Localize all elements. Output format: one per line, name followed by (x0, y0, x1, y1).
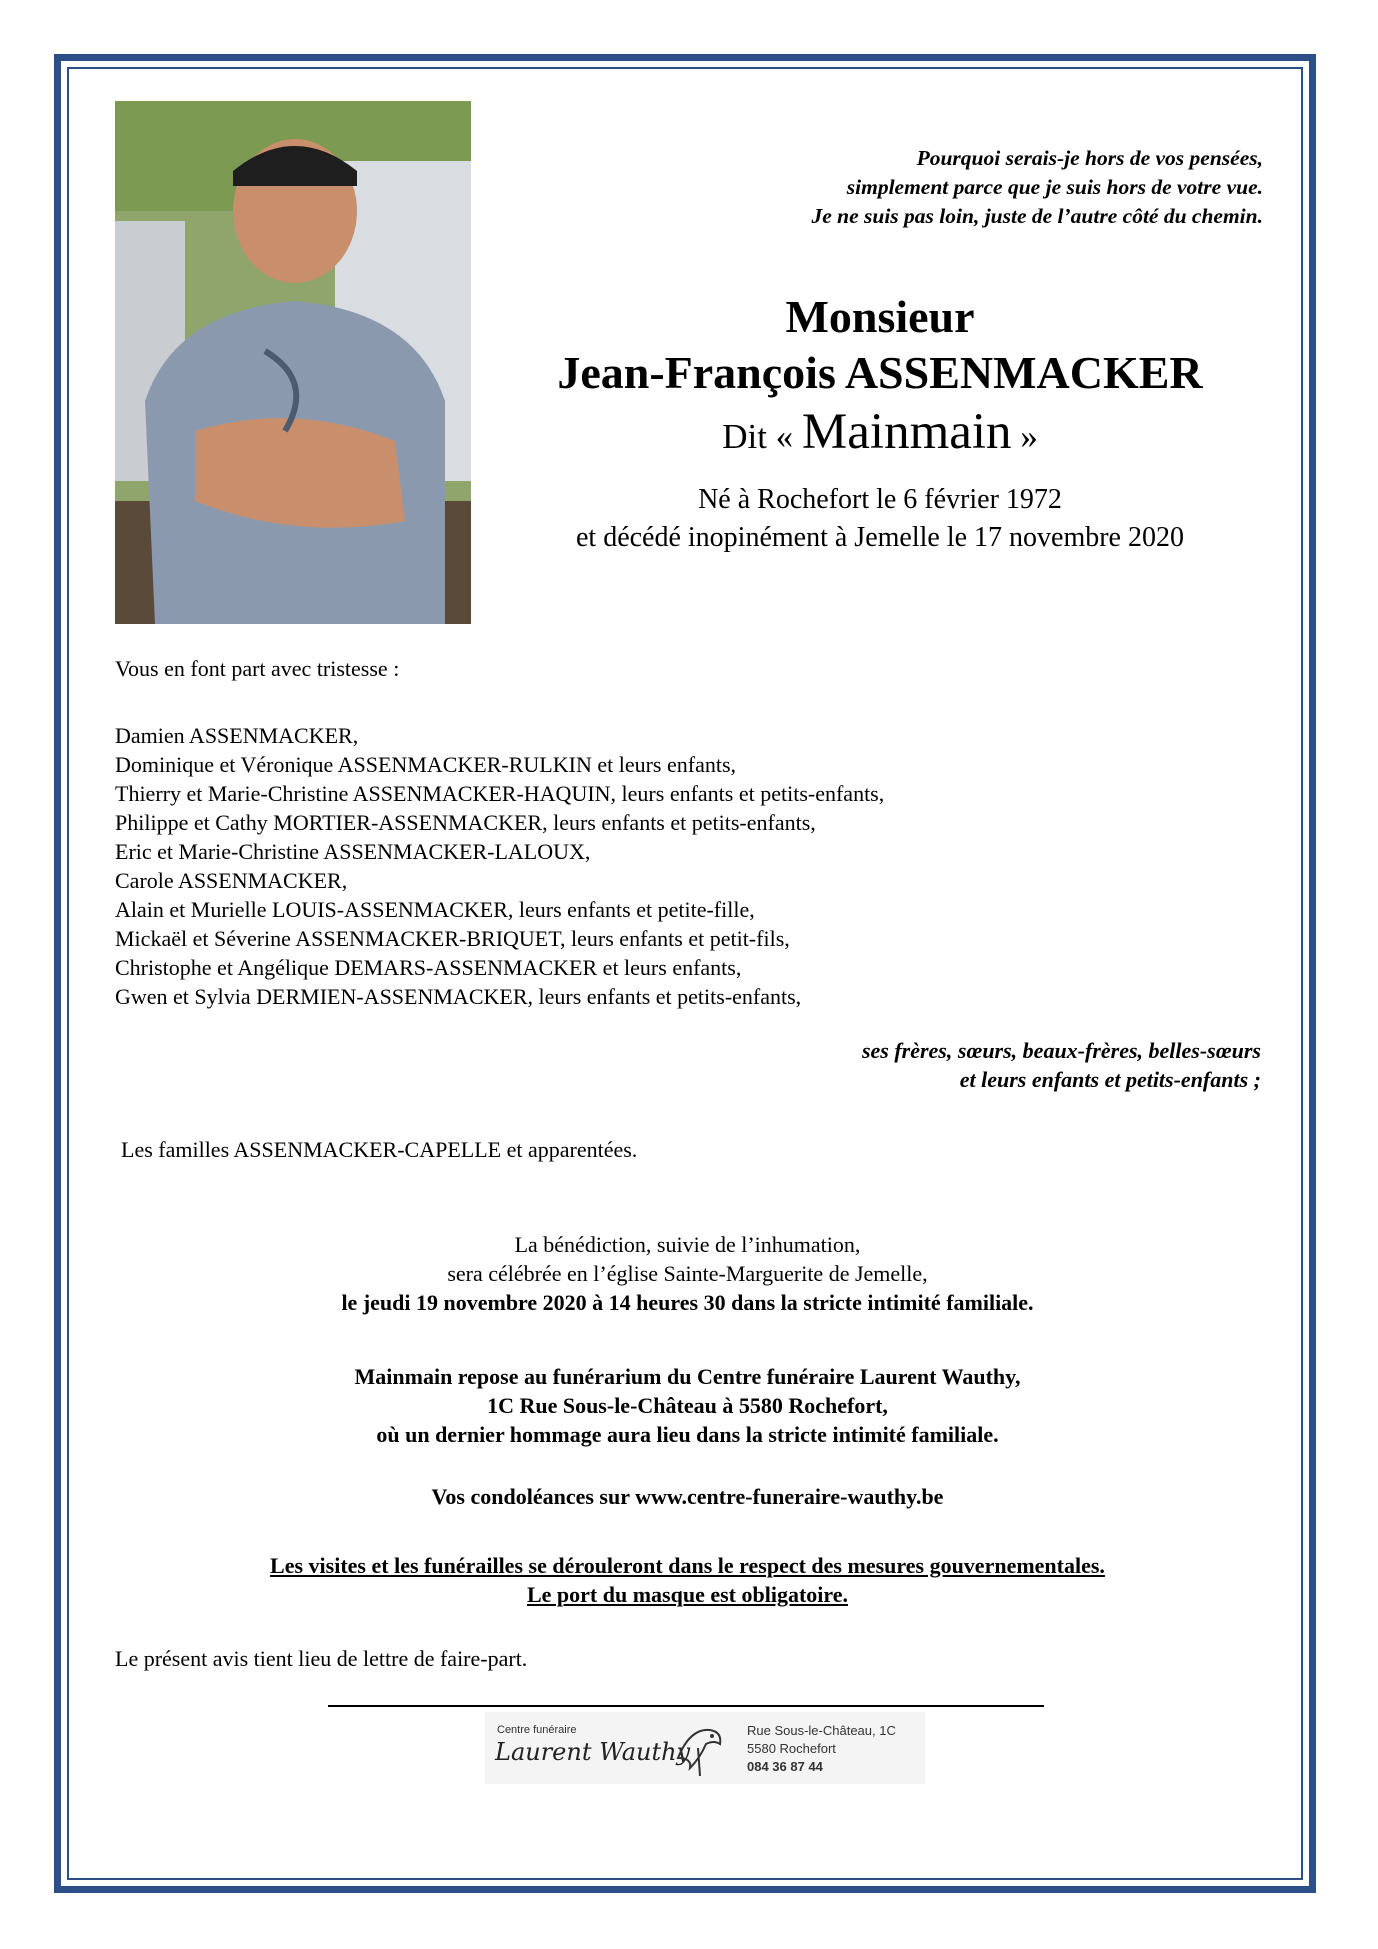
siblings-line: ses frères, sœurs, beaux-frères, belles-sœurs (861, 1038, 1261, 1063)
ceremony-line: La bénédiction, suivie de l’inhumation, (514, 1232, 861, 1257)
funeral-home-logo (485, 1712, 925, 1784)
logo-phone: 084 36 87 44 (747, 1759, 823, 1774)
siblings-summary (862, 1036, 1261, 1094)
family-member: Christophe et Angélique DEMARS-ASSENMACKER et leurs enfants, (115, 955, 742, 980)
covid-notice (100, 1551, 1275, 1609)
covid-line: Le port du masque est obligatoire. (526, 1582, 849, 1607)
logo-address (747, 1722, 896, 1776)
family-member: Thierry et Marie-Christine ASSENMACKER-HAQUIN, leurs enfants et petits-enfants, (115, 781, 885, 806)
logo-address-line: Rue Sous-le-Château, 1C (747, 1723, 896, 1738)
family-member: Philippe et Cathy MORTIER-ASSENMACKER, leurs enfants et petits-enfants, (115, 810, 816, 835)
birth-line: Né à Rochefort le 6 février 1972 (698, 484, 1062, 515)
family-member: Damien ASSENMACKER, (115, 723, 359, 748)
poem-line: Pourquoi serais-je hors de vos pensées, (916, 146, 1263, 170)
nickname-prefix: Dit « (722, 417, 802, 456)
nickname-line (500, 402, 1260, 467)
family-list (115, 721, 884, 1011)
poem-line: Je ne suis pas loin, juste de l’autre côté du chemin. (811, 204, 1263, 228)
family-member: Dominique et Véronique ASSENMACKER-RULKIN et leurs enfants, (115, 752, 737, 777)
honorific: Monsieur (785, 291, 975, 342)
logo-address-line: 5580 Rochefort (747, 1741, 836, 1756)
family-member: Carole ASSENMACKER, (115, 868, 348, 893)
family-member: Gwen et Sylvia DERMIEN-ASSENMACKER, leurs enfants et petits-enfants, (115, 984, 802, 1009)
portrait-illustration (115, 101, 471, 624)
siblings-line: et leurs enfants et petits-enfants ; (959, 1067, 1261, 1092)
family-member: Eric et Marie-Christine ASSENMACKER-LALOUX, (115, 839, 591, 864)
footer-divider (328, 1705, 1044, 1707)
poem (563, 144, 1263, 231)
death-line: et décédé inopinément à Jemelle le 17 novembre 2020 (575, 522, 1184, 553)
announcement-intro: Vous en font part avec tristesse : (115, 656, 400, 681)
ceremony-date: le jeudi 19 novembre 2020 à 14 heures 30 dans la stricte intimité familiale. (341, 1290, 1034, 1315)
life-dates (500, 481, 1260, 557)
bird-icon (670, 1718, 730, 1778)
deceased-identity (500, 290, 1260, 557)
condolences-link: Vos condoléances sur www.centre-funeraire-wauthy.be (431, 1484, 944, 1509)
ceremony-details (100, 1230, 1275, 1317)
funerarium-line: Mainmain repose au funérarium du Centre funéraire Laurent Wauthy, (354, 1364, 1021, 1389)
family-member: Alain et Murielle LOUIS-ASSENMACKER, leurs enfants et petite-fille, (115, 897, 755, 922)
nickname: Mainmain (801, 404, 1012, 460)
related-families: Les familles ASSENMACKER-CAPELLE et apparentées. (121, 1137, 638, 1162)
closing-note: Le présent avis tient lieu de lettre de faire-part. (115, 1646, 528, 1671)
funerarium-details (100, 1362, 1275, 1449)
portrait-photo (115, 101, 471, 624)
logo-small-label: Centre funéraire (497, 1724, 577, 1736)
ceremony-line: sera célébrée en l’église Sainte-Marguerite de Jemelle, (447, 1261, 928, 1286)
deceased-name: Jean-François ASSENMACKER (557, 347, 1203, 398)
funerarium-line: 1C Rue Sous-le-Château à 5580 Rochefort, (487, 1393, 888, 1418)
poem-line: simplement parce que je suis hors de votre vue. (846, 175, 1263, 199)
covid-line: Les visites et les funérailles se dérouleront dans le respect des mesures gouvernementales. (270, 1553, 1105, 1578)
family-member: Mickaël et Séverine ASSENMACKER-BRIQUET, leurs enfants et petit-fils, (115, 926, 790, 951)
nickname-suffix: » (1011, 417, 1038, 456)
funerarium-line: où un dernier hommage aura lieu dans la stricte intimité familiale. (376, 1422, 999, 1447)
logo-script-name: Laurent Wauthy (495, 1738, 691, 1766)
